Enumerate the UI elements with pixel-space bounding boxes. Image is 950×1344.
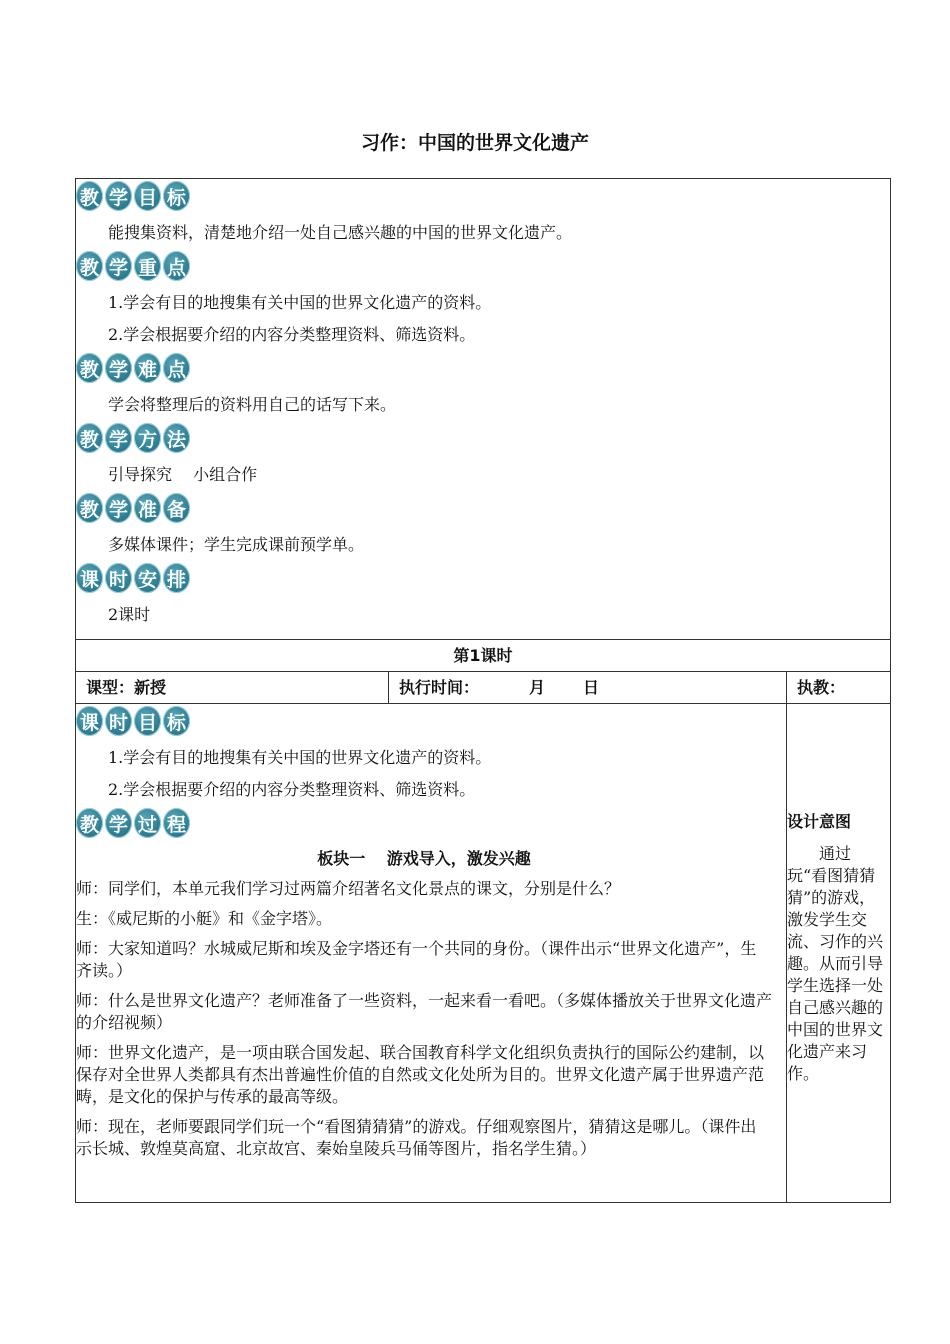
dialog-line: 师：现在，老师要跟同学们玩一个“看图猜猜猜”的游戏。仔细观察图片，猜猜这是哪儿。（课件出示长城、敦煌莫高窟、北京故宫、秦始皇陵兵马俑等图片，指名学生猜。） <box>76 1117 757 1158</box>
exec-time-label: 执行时间： <box>399 678 480 697</box>
lesson-goal-item: 1.学会有目的地搜集有关中国的世界文化遗产的资料。 <box>108 748 492 767</box>
lesson-type-cell <box>76 672 389 704</box>
process-cell <box>76 704 787 1203</box>
day-label: 日 <box>583 678 600 697</box>
schedule-text: 2课时 <box>108 605 151 624</box>
badge-lesson-goal: 课 时 目 标 <box>76 706 772 738</box>
lesson-plan-table <box>75 178 891 1203</box>
lesson-goal-item: 2.学会根据要介绍的内容分类整理资料、筛选资料。 <box>108 780 476 799</box>
badge-teaching-prep: 教 学 准 备 <box>76 493 890 525</box>
dialog-line: 师：世界文化遗产，是一项由联合国发起、联合国教育科学文化组织负责执行的国际公约建制，以保存对全世界人类都具有杰出普遍性价值的自然或文化处所为目的。世界文化遗产属于世界遗产范畴，是文化的保护与传承的最高等级。 <box>76 1043 765 1106</box>
dialog-line: 生：《威尼斯的小艇》和《金字塔》。 <box>76 909 333 928</box>
design-intent-cell <box>787 704 891 1203</box>
month-label: 月 <box>529 678 546 697</box>
overview-cell <box>76 179 891 640</box>
badge-schedule: 课 时 安 排 <box>76 563 890 595</box>
teacher-label: 执教： <box>797 678 846 697</box>
page-title: 习作：中国的世界文化遗产 <box>360 132 589 154</box>
dialog-line: 师：大家知道吗？水城威尼斯和埃及金字塔还有一个共同的身份。（课件出示“世界文化遗产”，生齐读。） <box>76 939 757 980</box>
dialog-line: 师：什么是世界文化遗产？老师准备了一些资料，一起来看一看吧。（多媒体播放关于世界文化遗产的介绍视频） <box>76 991 773 1032</box>
lesson-heading: 第1课时 <box>453 646 513 665</box>
teacher-cell <box>787 672 891 704</box>
difficulty-text: 学会将整理后的资料用自己的话写下来。 <box>108 395 397 414</box>
dialog-line: 师：同学们，本单元我们学习过两篇介绍著名文化景点的课文，分别是什么？ <box>76 879 621 898</box>
badge-teaching-process: 教 学 过 程 <box>76 808 772 840</box>
method-text: 引导探究 小组合作 <box>108 465 258 484</box>
design-intent-text: 通过玩“看图猜猜猜”的游戏，激发学生交流、习作的兴趣。从而引导学生选择一处自己感兴趣的中国的世界文化遗产来习作。 <box>787 844 884 1083</box>
key-point: 2.学会根据要介绍的内容分类整理资料、筛选资料。 <box>108 325 476 344</box>
design-intent-title: 设计意图 <box>787 812 852 831</box>
exec-time-cell <box>389 672 787 704</box>
block-title: 板块一 游戏导入，激发兴趣 <box>317 849 531 868</box>
goal-text: 能搜集资料，清楚地介绍一处自己感兴趣的中国的世界文化遗产。 <box>108 223 573 242</box>
lesson-heading-cell <box>76 640 891 672</box>
badge-teaching-difficulty: 教 学 难 点 <box>76 353 890 385</box>
key-point: 1.学会有目的地搜集有关中国的世界文化遗产的资料。 <box>108 293 492 312</box>
prep-text: 多媒体课件；学生完成课前预学单。 <box>108 535 365 554</box>
lesson-type: 课型：新授 <box>86 678 167 697</box>
badge-teaching-key: 教 学 重 点 <box>76 251 890 283</box>
badge-teaching-method: 教 学 方 法 <box>76 423 890 455</box>
badge-teaching-goal: 教 学 目 标 <box>76 181 890 213</box>
